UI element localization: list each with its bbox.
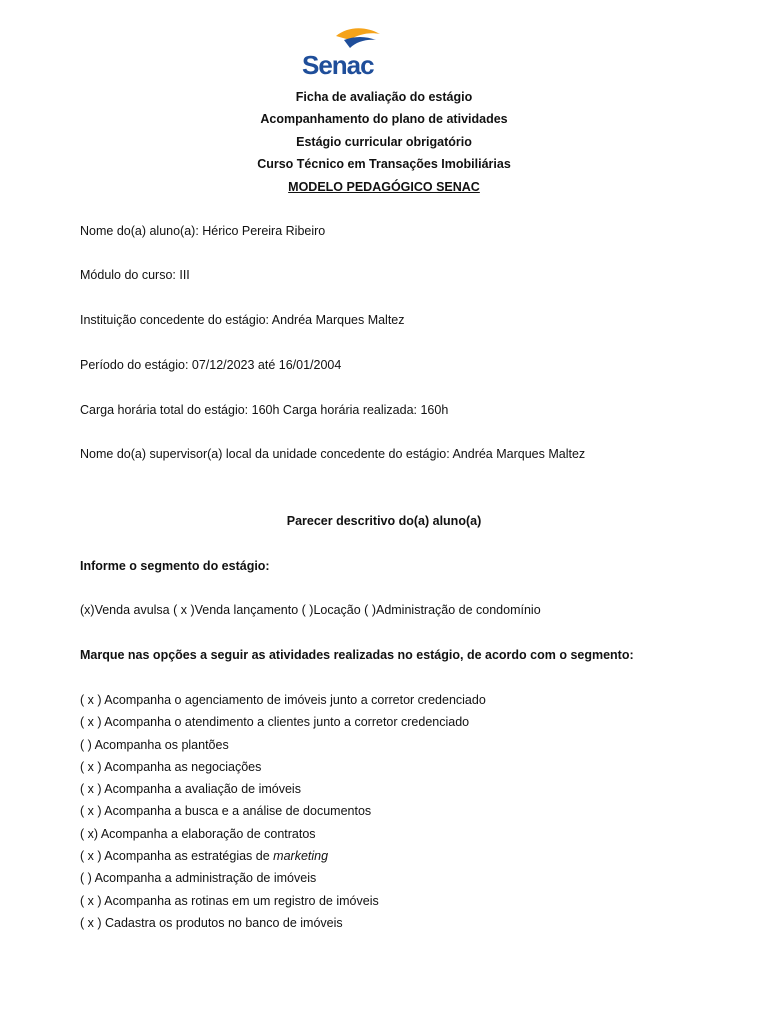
module-field: Módulo do curso: III xyxy=(80,268,190,282)
section-title: Parecer descritivo do(a) aluno(a) xyxy=(286,514,482,528)
activity-item: ( x ) Acompanha as rotinas em um registro de imóveis xyxy=(80,893,379,908)
senac-logo-text: Senac xyxy=(302,50,374,80)
activity-item: ( x ) Acompanha o agenciamento de imóveis junto a corretor credenciado xyxy=(80,693,486,707)
activity-item: ( x ) Cadastra os produtos no banco de imóveis xyxy=(80,915,343,930)
marketing-word: marketing xyxy=(273,849,329,864)
activity-item: ( x ) Acompanha o atendimento a clientes junto a corretor credenciado xyxy=(80,715,470,730)
institution-field: Instituição concedente do estágio: Andréa Marques Maltez xyxy=(80,313,405,327)
hours-field: Carga horária total do estágio: 160h Carga horária realizada: 160h xyxy=(80,403,449,417)
activity-item: ( x ) Acompanha a busca e a análise de documentos xyxy=(80,804,372,819)
doc-title-line4: Curso Técnico em Transações Imobiliárias xyxy=(257,157,511,171)
activity-item: ( x ) Acompanha a avaliação de imóveis xyxy=(80,782,301,797)
activity-item: ( x ) Acompanha as negociações xyxy=(80,759,262,774)
activity-item: ( ) Acompanha os plantões xyxy=(80,737,229,752)
period-field: Período do estágio: 07/12/2023 até 16/01/2004 xyxy=(80,358,342,372)
doc-title-line3: Estágio curricular obrigatório xyxy=(296,135,472,149)
doc-title-line1: Ficha de avaliação do estágio xyxy=(295,90,473,104)
activities-prompt: Marque nas opções a seguir as atividades realizadas no estágio, de acordo com o segmento: xyxy=(80,648,634,662)
activity-item: ( x) Acompanha a elaboração de contratos xyxy=(80,826,316,841)
doc-model-title: MODELO PEDAGÓGICO SENAC xyxy=(288,180,480,194)
activities-list xyxy=(80,692,486,937)
supervisor-field: Nome do(a) supervisor(a) local da unidade concedente do estágio: Andréa Marques Maltez xyxy=(80,447,586,461)
student-name-field: Nome do(a) aluno(a): Hérico Pereira Ribeiro xyxy=(80,224,326,238)
senac-logo xyxy=(300,26,384,80)
activity-item-marketing xyxy=(80,848,486,870)
activity-item: ( ) Acompanha a administração de imóveis xyxy=(80,871,317,886)
doc-title-line2: Acompanhamento do plano de atividades xyxy=(260,112,508,126)
segment-prompt: Informe o segmento do estágio: xyxy=(80,559,270,573)
activity-item-text: ( x ) Acompanha as estratégias de xyxy=(80,849,274,864)
segment-options: (x)Venda avulsa ( x )Venda lançamento ( )Locação ( )Administração de condomínio xyxy=(80,603,541,617)
doc-title-line5 xyxy=(0,180,768,194)
